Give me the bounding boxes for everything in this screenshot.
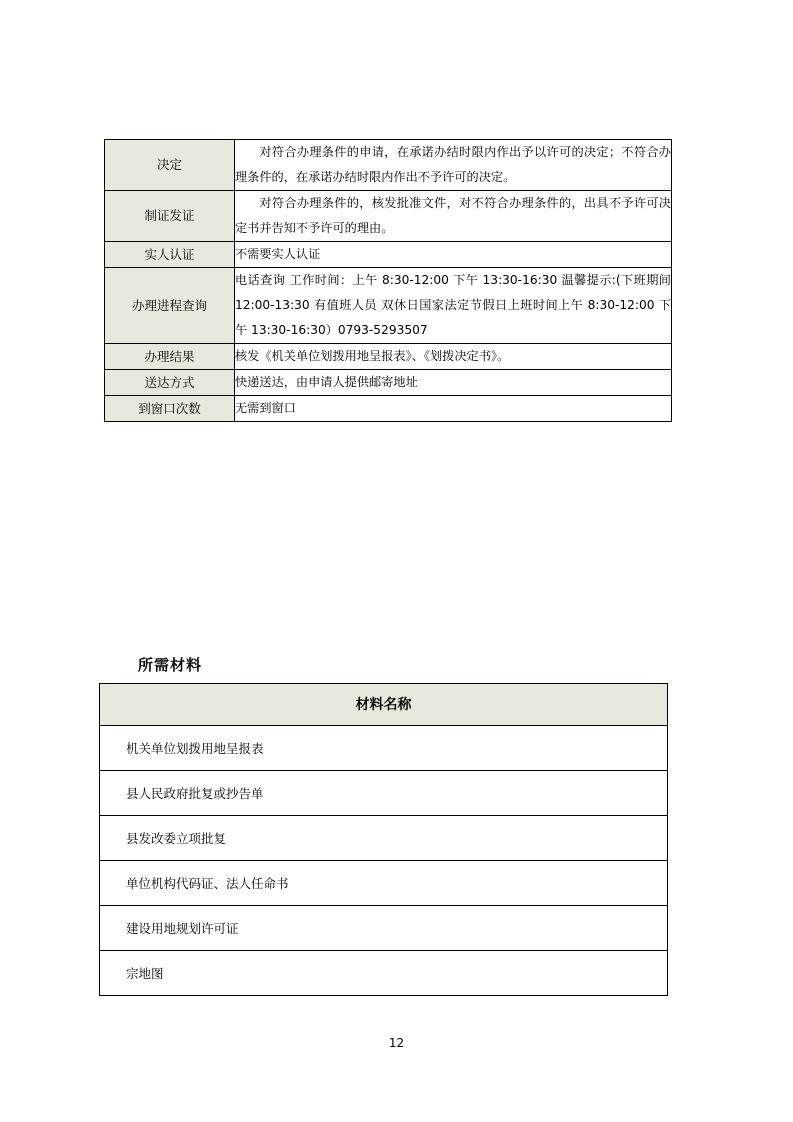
materials-table-head <box>100 684 668 726</box>
table-row <box>105 242 672 268</box>
materials-column-header: 材料名称 <box>100 684 668 726</box>
table-row <box>105 140 672 191</box>
process-row-content: 核发《机关单位划拨用地呈报表》、《划拨决定书》。 <box>235 344 672 370</box>
process-row-content: 无需到窗口 <box>235 396 672 422</box>
process-row-content: 对符合办理条件的申请，在承诺办结时限内作出予以许可的决定；不符合办理条件的，在承诺办结时限内作出不予许可的决定。 <box>235 140 672 191</box>
material-item: 宗地图 <box>100 951 668 996</box>
materials-heading: 所需材料 <box>138 656 203 674</box>
process-row-label: 决定 <box>105 140 235 191</box>
table-row <box>100 951 668 996</box>
process-row-content: 对符合办理条件的，核发批准文件，对不符合办理条件的，出具不予许可决定书并告知不予许可的理由。 <box>235 191 672 242</box>
material-item: 县发改委立项批复 <box>100 816 668 861</box>
table-row <box>105 396 672 422</box>
table-row <box>100 726 668 771</box>
process-row-content: 电话查询 工作时间：上午 8:30-12:00 下午 13:30-16:30 温馨提示:(下班期间 12:00-13:30 有值班人员 双休日国家法定节假日上班时间上午 8:30-12:00 下午 13:30-16:30）0793-5293507 <box>235 268 672 344</box>
table-header-row <box>100 684 668 726</box>
process-row-label: 制证发证 <box>105 191 235 242</box>
table-row <box>105 370 672 396</box>
table-row <box>105 191 672 242</box>
table-row <box>100 861 668 906</box>
process-row-content: 不需要实人认证 <box>235 242 672 268</box>
material-item: 单位机构代码证、法人任命书 <box>100 861 668 906</box>
table-row <box>105 268 672 344</box>
process-row-label: 办理进程查询 <box>105 268 235 344</box>
table-row <box>100 816 668 861</box>
process-row-content: 快递送达，由申请人提供邮寄地址 <box>235 370 672 396</box>
material-item: 建设用地规划许可证 <box>100 906 668 951</box>
process-table <box>104 139 672 422</box>
process-row-label: 到窗口次数 <box>105 396 235 422</box>
page-number: 12 <box>388 1036 405 1050</box>
process-row-label: 实人认证 <box>105 242 235 268</box>
process-row-label: 办理结果 <box>105 344 235 370</box>
table-row <box>100 906 668 951</box>
material-item: 县人民政府批复或抄告单 <box>100 771 668 816</box>
materials-table <box>99 683 668 996</box>
table-row <box>100 771 668 816</box>
table-row <box>105 344 672 370</box>
process-row-label: 送达方式 <box>105 370 235 396</box>
material-item: 机关单位划拨用地呈报表 <box>100 726 668 771</box>
process-table-body <box>105 140 672 422</box>
materials-table-body <box>100 726 668 996</box>
